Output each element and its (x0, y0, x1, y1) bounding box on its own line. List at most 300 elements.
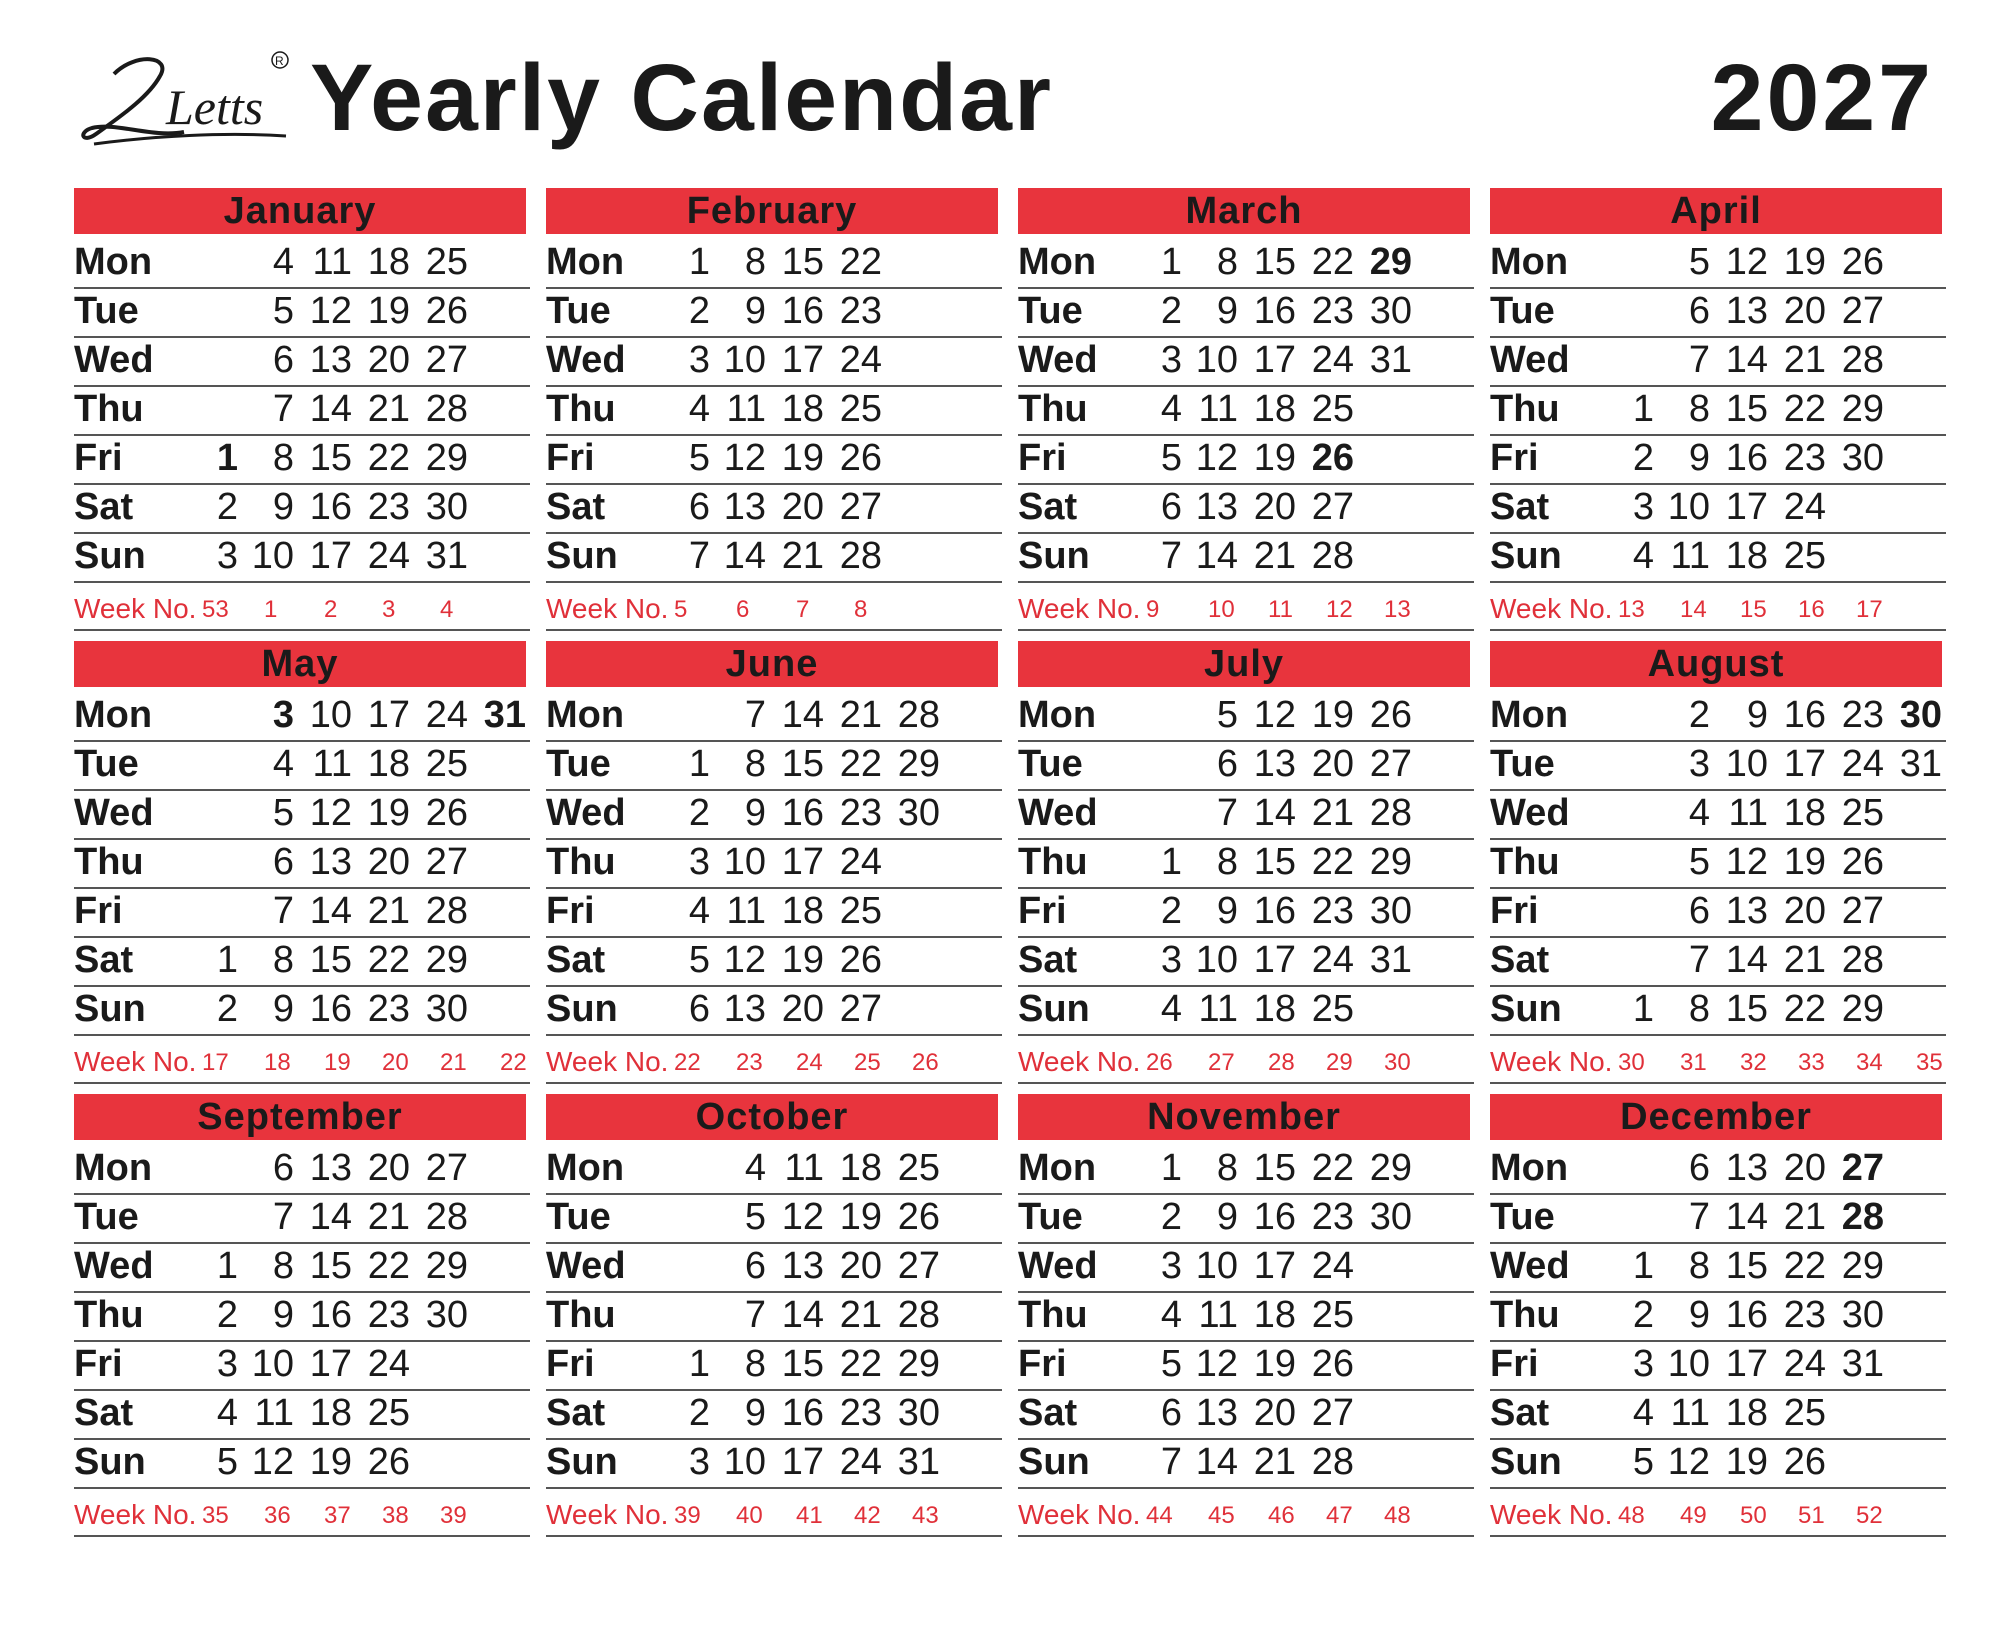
day-number: 20 (781, 988, 824, 1030)
week-number-row (1490, 1487, 1946, 1537)
day-number: 22 (839, 241, 882, 283)
day-number: 11 (1198, 1294, 1238, 1336)
day-number: 11 (1198, 988, 1238, 1030)
weekday-row (546, 1340, 1002, 1391)
day-number: 3 (688, 1441, 710, 1483)
day-number: 3 (1160, 1245, 1182, 1287)
day-number: 26 (1311, 437, 1354, 479)
day-number: 19 (1311, 694, 1354, 736)
day-number: 9 (1688, 437, 1710, 479)
weekday-label: Fri (1490, 1343, 1539, 1385)
day-number: 9 (1688, 1294, 1710, 1336)
day-number: 29 (1369, 241, 1412, 283)
weekday-label: Sat (1490, 939, 1550, 981)
day-number: 6 (744, 1245, 766, 1287)
weekday-label: Mon (1490, 241, 1569, 283)
day-number: 14 (1253, 792, 1296, 834)
week-number: 36 (264, 1502, 291, 1529)
month-title: May (74, 641, 526, 687)
weekday-row (546, 789, 1002, 840)
day-number: 6 (272, 1147, 294, 1189)
week-number: 21 (440, 1049, 467, 1076)
day-number: 5 (744, 1196, 766, 1238)
week-number: 1 (264, 596, 278, 623)
day-number: 13 (1725, 890, 1768, 932)
month-february (546, 188, 998, 643)
day-number: 15 (781, 1343, 824, 1385)
weekday-row (546, 1144, 1002, 1195)
day-number: 6 (1688, 290, 1710, 332)
weekday-row (546, 985, 1002, 1036)
day-number: 7 (272, 388, 294, 430)
day-number: 9 (272, 1294, 294, 1336)
week-number: 17 (202, 1049, 229, 1076)
day-number: 12 (309, 792, 352, 834)
weekday-row (1018, 385, 1474, 436)
day-number: 1 (1632, 988, 1654, 1030)
week-number: 11 (1268, 596, 1293, 623)
day-number: 7 (1160, 535, 1182, 577)
weekday-row (74, 838, 530, 889)
day-number: 7 (272, 1196, 294, 1238)
day-number: 9 (1216, 890, 1238, 932)
day-number: 5 (272, 792, 294, 834)
weekday-label: Tue (1018, 290, 1083, 332)
day-number: 4 (216, 1392, 238, 1434)
weekday-row (1018, 1242, 1474, 1293)
day-number: 7 (688, 535, 710, 577)
day-number: 2 (1632, 437, 1654, 479)
day-number: 27 (425, 1147, 468, 1189)
day-number: 24 (1311, 1245, 1354, 1287)
day-number: 12 (309, 290, 352, 332)
weekday-row (1018, 1438, 1474, 1489)
weekday-row (1018, 483, 1474, 534)
weekday-label: Mon (546, 1147, 625, 1189)
day-number: 24 (839, 841, 882, 883)
day-number: 28 (839, 535, 882, 577)
month-march (1018, 188, 1470, 643)
day-number: 21 (1783, 1196, 1826, 1238)
day-number: 27 (839, 988, 882, 1030)
day-number: 30 (1841, 1294, 1884, 1336)
weekday-label: Mon (1018, 694, 1097, 736)
weekday-row (74, 1242, 530, 1293)
weekday-row (546, 287, 1002, 338)
day-number: 3 (1160, 939, 1182, 981)
day-number: 28 (897, 1294, 940, 1336)
day-number: 14 (1195, 535, 1238, 577)
weekday-row (546, 740, 1002, 791)
day-number: 9 (1216, 1196, 1238, 1238)
weekday-row (1490, 532, 1946, 583)
day-number: 16 (781, 1392, 824, 1434)
month-title: June (546, 641, 998, 687)
day-number: 11 (312, 241, 352, 283)
weekday-row (546, 238, 1002, 289)
day-number: 30 (897, 792, 940, 834)
day-number: 22 (367, 437, 410, 479)
svg-text:R: R (275, 54, 284, 68)
day-number: 23 (1311, 1196, 1354, 1238)
weekday-label: Tue (1018, 743, 1083, 785)
weekday-row (1018, 532, 1474, 583)
week-number: 5 (674, 596, 688, 623)
day-number: 28 (1841, 939, 1884, 981)
day-number: 23 (1783, 1294, 1826, 1336)
weekday-label: Tue (1018, 1196, 1083, 1238)
week-number: 13 (1618, 596, 1645, 623)
day-number: 3 (1632, 486, 1654, 528)
week-number: 9 (1146, 596, 1160, 623)
day-number: 8 (1688, 388, 1710, 430)
week-number: 31 (1680, 1049, 1707, 1076)
week-number: 51 (1798, 1502, 1825, 1529)
weekday-row (546, 838, 1002, 889)
weekday-row (74, 691, 530, 742)
day-number: 14 (1725, 939, 1768, 981)
month-december (1490, 1094, 1942, 1549)
day-number: 17 (309, 535, 352, 577)
day-number: 8 (272, 437, 294, 479)
day-number: 2 (1160, 1196, 1182, 1238)
day-number: 20 (781, 486, 824, 528)
weekday-label: Thu (1490, 841, 1560, 883)
weekday-row (546, 1242, 1002, 1293)
week-number: 6 (736, 596, 750, 623)
day-number: 30 (425, 486, 468, 528)
day-number: 8 (272, 939, 294, 981)
week-number: 20 (382, 1049, 409, 1076)
month-title: October (546, 1094, 998, 1140)
week-number: 41 (796, 1502, 823, 1529)
week-number: 30 (1618, 1049, 1645, 1076)
day-number: 20 (1783, 290, 1826, 332)
week-number: 4 (440, 596, 454, 623)
week-number-row (1490, 581, 1946, 631)
day-number: 26 (1311, 1343, 1354, 1385)
day-number: 25 (1783, 1392, 1826, 1434)
weekday-label: Fri (1490, 890, 1539, 932)
day-number: 15 (781, 241, 824, 283)
weekday-row (1490, 336, 1946, 387)
day-number: 27 (1841, 290, 1884, 332)
weekday-row (1018, 838, 1474, 889)
day-number: 15 (781, 743, 824, 785)
weekday-row (546, 483, 1002, 534)
week-number: 47 (1326, 1502, 1353, 1529)
day-number: 3 (688, 339, 710, 381)
page-title: Yearly Calendar (310, 45, 1053, 151)
day-number: 19 (1783, 241, 1826, 283)
month-title: November (1018, 1094, 1470, 1140)
month-october (546, 1094, 998, 1549)
week-number-row (1018, 1034, 1474, 1084)
weekday-label: Sun (1018, 535, 1090, 577)
day-number: 17 (781, 1441, 824, 1483)
day-number: 19 (1253, 437, 1296, 479)
day-number: 13 (1253, 743, 1296, 785)
weekday-row (74, 985, 530, 1036)
day-number: 28 (1841, 1196, 1884, 1238)
day-number: 31 (1369, 939, 1412, 981)
week-number: 18 (264, 1049, 291, 1076)
weekday-row (74, 1291, 530, 1342)
day-number: 27 (1311, 1392, 1354, 1434)
month-may (74, 641, 526, 1096)
day-number: 6 (1160, 1392, 1182, 1434)
week-number: 43 (912, 1502, 939, 1529)
weekday-row (1490, 936, 1946, 987)
day-number: 27 (839, 486, 882, 528)
day-number: 20 (1253, 1392, 1296, 1434)
weekday-label: Fri (1018, 437, 1067, 479)
day-number: 20 (839, 1245, 882, 1287)
day-number: 17 (1253, 1245, 1296, 1287)
day-number: 18 (367, 743, 410, 785)
weekday-row (1018, 287, 1474, 338)
weekday-row (1490, 985, 1946, 1036)
weekday-row (1490, 1438, 1946, 1489)
weekday-label: Wed (546, 339, 626, 381)
day-number: 2 (688, 290, 710, 332)
month-title: January (74, 188, 526, 234)
weekday-label: Tue (1490, 743, 1555, 785)
week-number-row (546, 581, 1002, 631)
day-number: 7 (744, 694, 766, 736)
day-number: 3 (272, 694, 294, 736)
week-number-label: Week No. (546, 1046, 669, 1077)
month-november (1018, 1094, 1470, 1549)
week-number: 45 (1208, 1502, 1235, 1529)
day-number: 5 (1216, 694, 1238, 736)
day-number: 25 (1311, 988, 1354, 1030)
day-number: 10 (251, 1343, 294, 1385)
day-number: 16 (1783, 694, 1826, 736)
weekday-label: Tue (74, 1196, 139, 1238)
weekday-row (1490, 691, 1946, 742)
day-number: 21 (1783, 939, 1826, 981)
weekday-label: Mon (546, 694, 625, 736)
day-number: 1 (1632, 1245, 1654, 1287)
weekday-label: Wed (1490, 792, 1570, 834)
week-number-label: Week No. (1018, 1046, 1141, 1077)
day-number: 23 (1311, 890, 1354, 932)
weekday-label: Wed (74, 1245, 154, 1287)
weekday-label: Thu (74, 1294, 144, 1336)
day-number: 13 (781, 1245, 824, 1287)
day-number: 11 (1670, 1392, 1710, 1434)
day-number: 22 (1311, 841, 1354, 883)
month-july (1018, 641, 1470, 1096)
day-number: 5 (1688, 241, 1710, 283)
weekday-label: Sat (1490, 1392, 1550, 1434)
weekday-row (74, 287, 530, 338)
weekday-row (546, 1438, 1002, 1489)
day-number: 26 (1841, 841, 1884, 883)
day-number: 16 (1253, 1196, 1296, 1238)
weekday-row (1490, 1291, 1946, 1342)
day-number: 14 (723, 535, 766, 577)
weekday-row (1018, 336, 1474, 387)
day-number: 24 (425, 694, 468, 736)
week-number: 52 (1856, 1502, 1883, 1529)
day-number: 8 (1688, 1245, 1710, 1287)
day-number: 20 (367, 339, 410, 381)
day-number: 18 (1783, 792, 1826, 834)
week-number-label: Week No. (74, 1499, 197, 1530)
day-number: 28 (1369, 792, 1412, 834)
day-number: 15 (309, 939, 352, 981)
day-number: 22 (1311, 241, 1354, 283)
week-number: 13 (1384, 596, 1411, 623)
weekday-row (1018, 1389, 1474, 1440)
day-number: 5 (272, 290, 294, 332)
day-number: 24 (367, 1343, 410, 1385)
day-number: 21 (1783, 339, 1826, 381)
week-number-row (74, 1034, 530, 1084)
weekday-label: Sat (74, 486, 134, 528)
month-june (546, 641, 998, 1096)
day-number: 26 (425, 290, 468, 332)
weekday-row (1018, 1291, 1474, 1342)
weekday-label: Wed (1018, 792, 1098, 834)
weekday-row (74, 887, 530, 938)
day-number: 13 (723, 486, 766, 528)
day-number: 13 (723, 988, 766, 1030)
weekday-label: Sun (74, 535, 146, 577)
weekday-row (1018, 691, 1474, 742)
day-number: 21 (367, 890, 410, 932)
weekday-row (546, 336, 1002, 387)
weekday-row (1490, 434, 1946, 485)
weekday-label: Mon (74, 241, 153, 283)
day-number: 15 (1253, 241, 1296, 283)
day-number: 27 (1369, 743, 1412, 785)
weekday-row (74, 1340, 530, 1391)
week-number-row (1018, 581, 1474, 631)
year-label: 2027 (1710, 45, 1934, 151)
weekday-label: Thu (1018, 1294, 1088, 1336)
weekday-row (1490, 483, 1946, 534)
day-number: 1 (1160, 1147, 1182, 1189)
day-number: 16 (309, 486, 352, 528)
weekday-label: Sun (1018, 1441, 1090, 1483)
day-number: 19 (1253, 1343, 1296, 1385)
day-number: 6 (688, 988, 710, 1030)
weekday-row (1490, 1242, 1946, 1293)
day-number: 4 (744, 1147, 766, 1189)
day-number: 10 (1725, 743, 1768, 785)
day-number: 12 (251, 1441, 294, 1483)
weekday-label: Fri (1018, 1343, 1067, 1385)
week-number: 12 (1326, 596, 1353, 623)
day-number: 11 (1198, 388, 1238, 430)
month-title: April (1490, 188, 1942, 234)
week-number: 44 (1146, 1502, 1173, 1529)
day-number: 2 (688, 1392, 710, 1434)
day-number: 12 (1195, 437, 1238, 479)
day-number: 17 (1725, 486, 1768, 528)
day-number: 22 (1783, 388, 1826, 430)
weekday-row (546, 1389, 1002, 1440)
day-number: 9 (1746, 694, 1768, 736)
day-number: 22 (367, 939, 410, 981)
week-number-label: Week No. (1490, 1499, 1613, 1530)
weekday-label: Sat (1490, 486, 1550, 528)
day-number: 6 (1688, 1147, 1710, 1189)
day-number: 14 (781, 1294, 824, 1336)
weekday-row (1490, 1389, 1946, 1440)
weekday-row (74, 434, 530, 485)
day-number: 18 (1725, 1392, 1768, 1434)
weekday-label: Mon (546, 241, 625, 283)
week-number: 30 (1384, 1049, 1411, 1076)
day-number: 29 (897, 743, 940, 785)
day-number: 18 (1725, 535, 1768, 577)
weekday-label: Fri (546, 1343, 595, 1385)
day-number: 21 (1253, 1441, 1296, 1483)
week-number: 22 (674, 1049, 701, 1076)
weekday-label: Fri (74, 437, 123, 479)
weekday-label: Wed (546, 1245, 626, 1287)
day-number: 14 (309, 388, 352, 430)
week-number-label: Week No. (1490, 593, 1613, 624)
weekday-row (1490, 385, 1946, 436)
day-number: 11 (726, 890, 766, 932)
day-number: 5 (1160, 437, 1182, 479)
weekday-label: Thu (1018, 388, 1088, 430)
day-number: 7 (1216, 792, 1238, 834)
day-number: 2 (216, 486, 238, 528)
day-number: 27 (1841, 890, 1884, 932)
day-number: 24 (839, 1441, 882, 1483)
day-number: 17 (1253, 939, 1296, 981)
day-number: 30 (425, 1294, 468, 1336)
weekday-row (546, 887, 1002, 938)
day-number: 31 (1841, 1343, 1884, 1385)
weekday-label: Fri (74, 890, 123, 932)
day-number: 19 (781, 939, 824, 981)
day-number: 30 (897, 1392, 940, 1434)
day-number: 12 (723, 437, 766, 479)
day-number: 12 (1667, 1441, 1710, 1483)
week-number: 39 (674, 1502, 701, 1529)
day-number: 30 (1369, 890, 1412, 932)
weekday-label: Thu (1018, 841, 1088, 883)
weekday-label: Wed (74, 339, 154, 381)
day-number: 4 (1160, 1294, 1182, 1336)
weekday-row (74, 483, 530, 534)
day-number: 19 (839, 1196, 882, 1238)
day-number: 13 (1725, 290, 1768, 332)
weekday-label: Fri (546, 890, 595, 932)
day-number: 7 (744, 1294, 766, 1336)
weekday-row (546, 691, 1002, 742)
week-number: 50 (1740, 1502, 1767, 1529)
day-number: 1 (1632, 388, 1654, 430)
svg-text:Letts: Letts (166, 79, 264, 135)
week-number: 42 (854, 1502, 881, 1529)
week-number-row (1490, 1034, 1946, 1084)
weekday-row (1490, 838, 1946, 889)
week-number: 25 (854, 1049, 881, 1076)
day-number: 12 (1253, 694, 1296, 736)
day-number: 7 (1688, 939, 1710, 981)
day-number: 10 (1667, 486, 1710, 528)
day-number: 4 (1632, 1392, 1654, 1434)
weekday-label: Tue (546, 743, 611, 785)
